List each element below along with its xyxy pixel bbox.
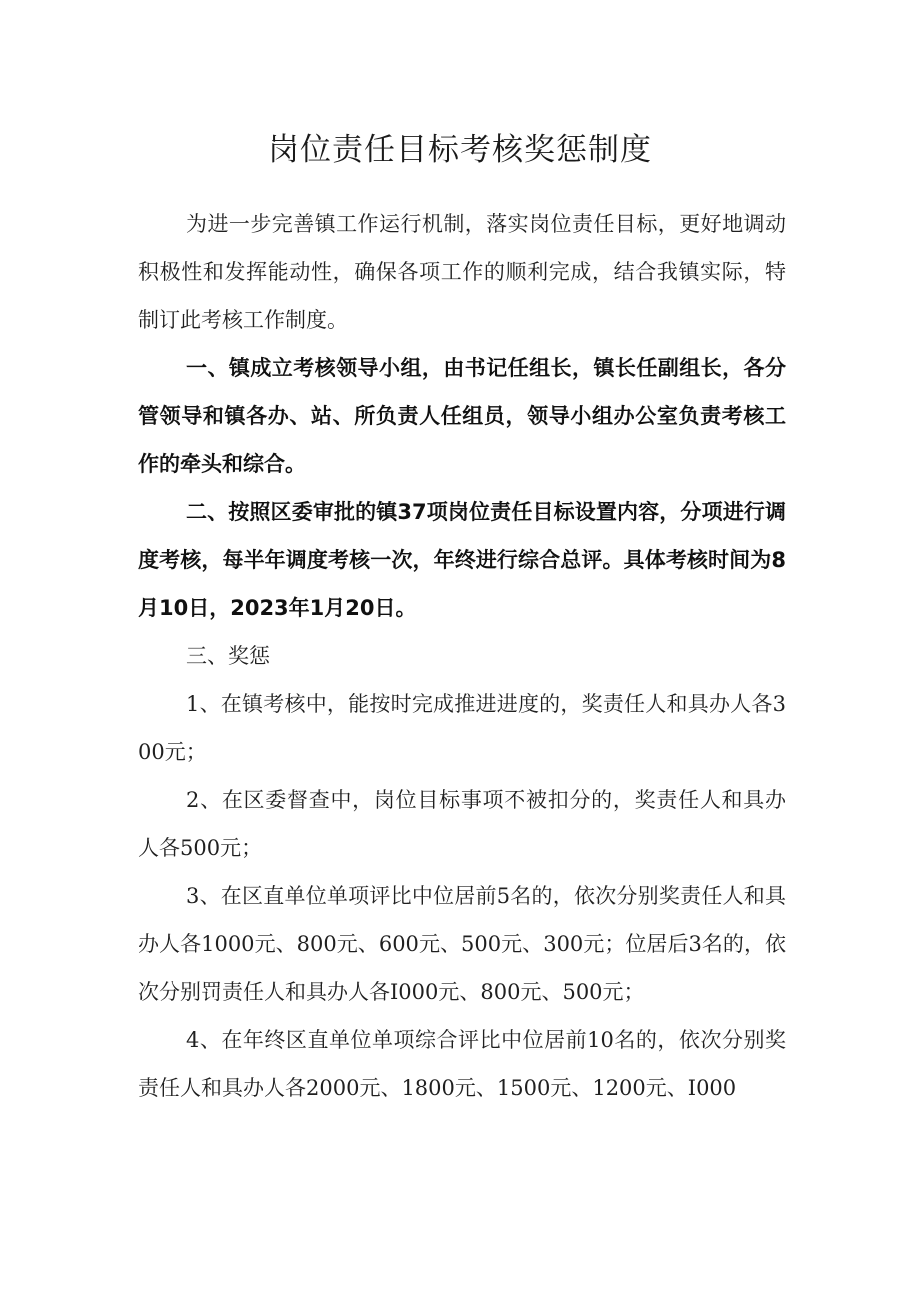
paragraph-item-4: 4、在年终区直单位单项综合评比中位居前10名的，依次分别奖责任人和具办人各2000元、1800元、1500元、1200元、I000	[138, 1028, 786, 1100]
paragraph-item-1: 1、在镇考核中，能按时完成推进进度的，奖责任人和具办人各300元；	[138, 692, 786, 764]
paragraph-item-2: 2、在区委督查中，岗位目标事项不被扣分的，奖责任人和具办人各500元；	[138, 788, 786, 860]
paragraph-intro: 为进一步完善镇工作运行机制，落实岗位责任目标，更好地调动积极性和发挥能动性，确保各项工作的顺利完成，结合我镇实际，特制订此考核工作制度。	[138, 212, 786, 332]
paragraph-section-2: 二、按照区委审批的镇37项岗位责任目标设置内容，分项进行调度考核，每半年调度考核一次，年终进行综合总评。具体考核时间为8月10日，2023年1月20日。	[138, 500, 786, 620]
document-body	[138, 200, 786, 1112]
document-title: 岗位责任目标考核奖惩制度	[268, 132, 652, 168]
paragraph-section-1: 一、镇成立考核领导小组，由书记任组长，镇长任副组长，各分管领导和镇各办、站、所负责人任组员，领导小组办公室负责考核工作的牵头和综合。	[138, 356, 786, 476]
paragraph-item-3: 3、在区直单位单项评比中位居前5名的，依次分别奖责任人和具办人各1000元、800元、600元、500元、300元；位居后3名的，依次分别罚责任人和具办人各I000元、800元、500元；	[138, 884, 786, 1004]
paragraph-section-3-heading: 三、奖惩	[186, 644, 270, 668]
